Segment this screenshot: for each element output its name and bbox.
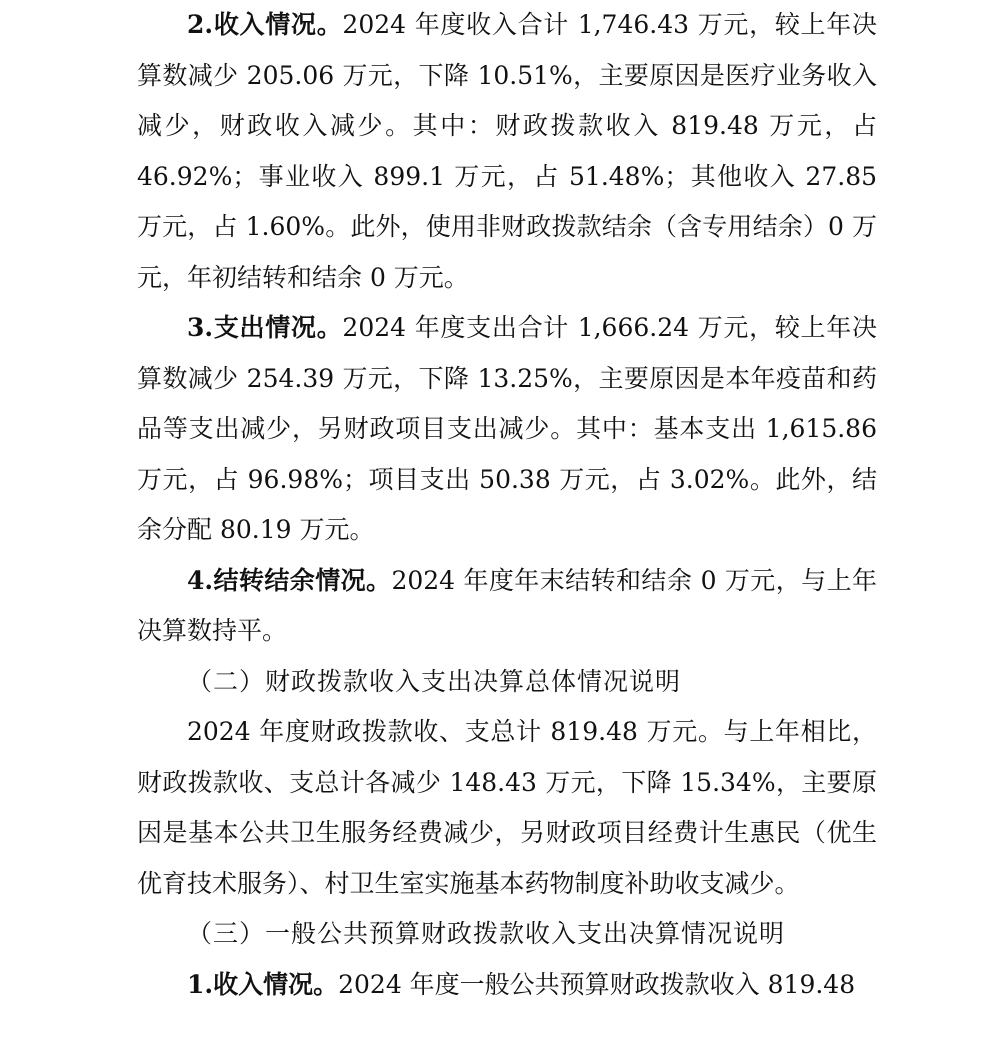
balance-paragraph: [137, 556, 877, 657]
balance-text: 2024 年度年末结转和结余 0 万元，与上年决算数持平。: [137, 565, 877, 645]
income-text: 2024 年度收入合计 1,746.43 万元，较上年决算数减少 205.06 万元，下降 10.51%，主要原因是医疗业务收入减少，财政收入减少。其中：财政拨款收入 819.48 万元，占 46.92%；事业收入 899.1 万元，占 51.48%；其他收入 27.85 万元，占 1.60%。此外，使用非财政拨款结余（含专用结余）0 万元，年初结转和结余 0 万元。: [137, 10, 877, 292]
section-heading-3: （三）一般公共预算财政拨款收入支出决算情况说明: [187, 919, 786, 948]
general-budget-income-text: 2024 年度一般公共预算财政拨款收入 819.48: [338, 969, 856, 999]
fiscal-total-paragraph: 2024 年度财政拨款收、支总计 819.48 万元。与上年相比，财政拨款收、支总计各减少 148.43 万元，下降 15.34%，主要原因是基本公共卫生服务经费减少，另财政项目经费计生惠民（优生优育技术服务）、村卫生室实施基本药物制度补助收支减少。: [137, 717, 877, 898]
expense-paragraph: [137, 303, 877, 556]
document-body: [137, 0, 877, 1010]
expense-text: 2024 年度支出合计 1,666.24 万元，较上年决算数减少 254.39 万元，下降 13.25%，主要原因是本年疫苗和药品等支出减少，另财政项目支出减少。其中：基本支出 1,615.86 万元，占 96.98%；项目支出 50.38 万元，占 3.02%。此外，结余分配 80.19 万元。: [137, 313, 877, 544]
expense-lead: 3.支出情况。: [187, 313, 343, 342]
income-paragraph: [137, 0, 877, 303]
general-budget-income-lead: 1.收入情况。: [187, 969, 339, 999]
section-heading-2: （二）财政拨款收入支出决算总体情况说明: [187, 666, 682, 696]
general-budget-income-paragraph: [137, 960, 877, 1011]
balance-lead: 4.结转结余情况。: [187, 565, 392, 595]
income-lead: 2.收入情况。: [187, 10, 343, 39]
